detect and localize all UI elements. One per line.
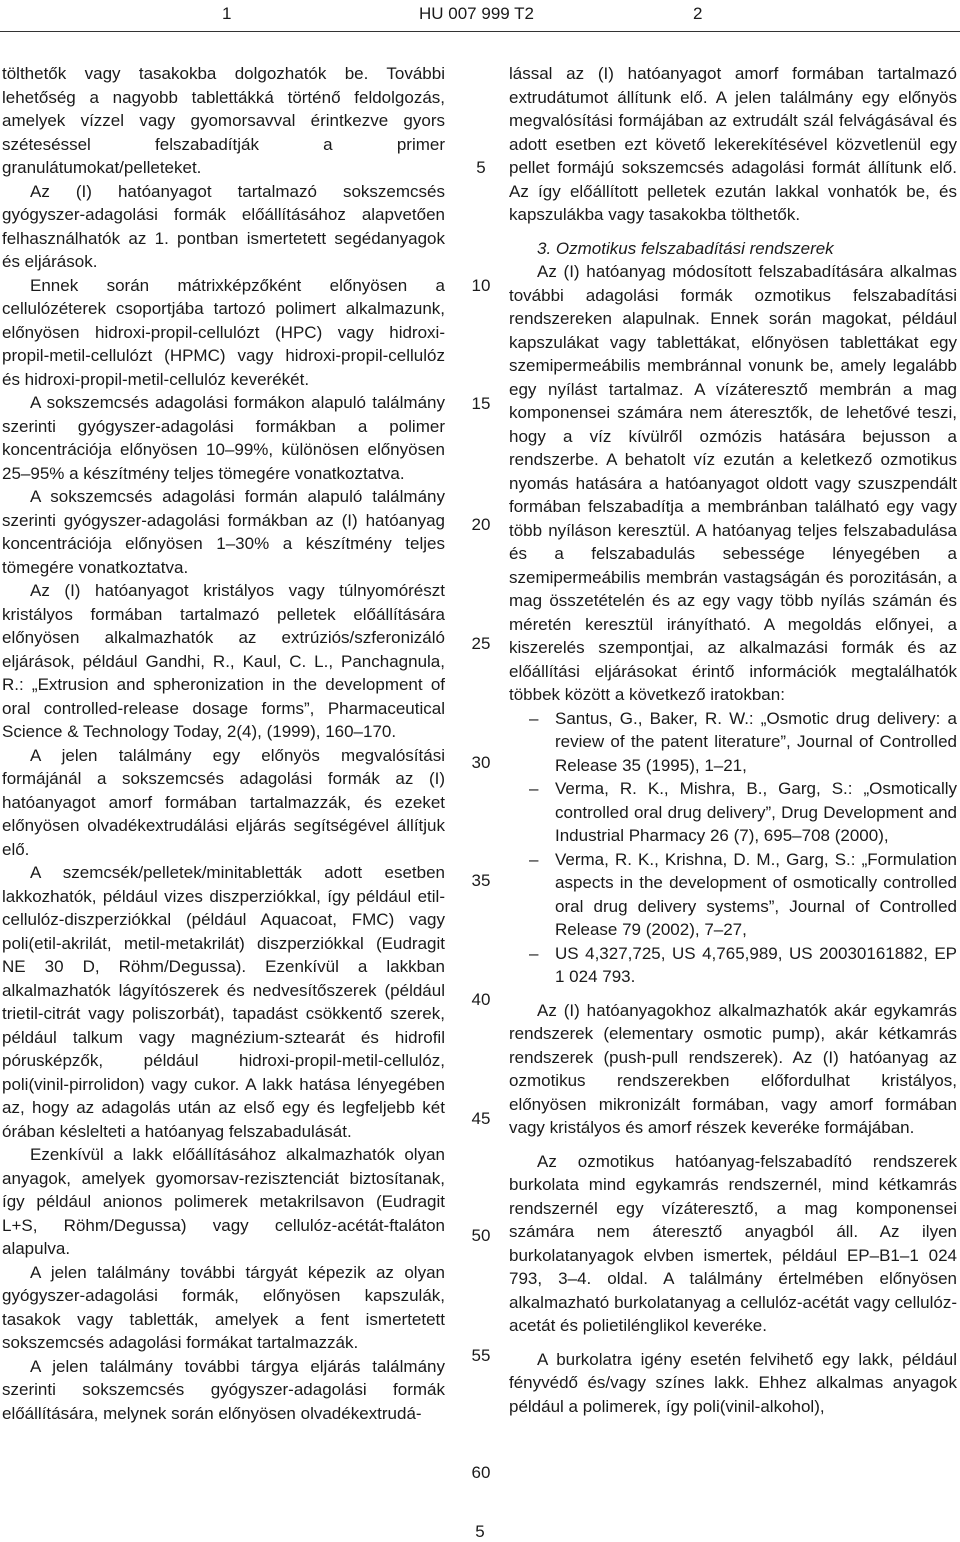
paragraph: Az (I) hatóanyagot kristályos vagy túlnyomórészt kristályos formában tartalmazó pelletek előállítására előnyösen alkalmazhatók az extrúziós/szferonizáló eljárások, például Gandhi, R., Kaul, C. L., Panchagnula, R.: „Extrusion and spheronization in the development of oral controlled-release dosage forms”, Pharmaceutical Science & Technology Today, 2(4), (1999), 160–170. [2, 581, 445, 741]
reference-item: – Verma, R. K., Krishna, D. M., Garg, S.: „Formulation aspects in the development of osmotically controlled oral drug delivery systems”, Journal of Controlled Release 79 (2002), 7–27, [509, 848, 957, 942]
line-number: 50 [471, 1226, 491, 1245]
paragraph: A jelen találmány egy előnyös megvalósítási formájánál a sokszemcsés adagolási formák az (I) hatóanyagot amorf formában tartalmazzák, és ezeket előnyösen olvadékextrudálási eljárás segítségével állítjuk elő. [2, 745, 445, 859]
line-number: 40 [471, 990, 491, 1009]
paragraph: Az (I) hatóanyagokhoz alkalmazhatók akár egykamrás rendszerek (elementary osmotic pump), akár kétkamrás rendszerek (push-pull rendszerek). Az (I) hatóanyag az ozmotikus rendszerekben előfordulhat kristályos, előnyösen mikronizált formában, vagy amorf formában vagy kristályos és amorf részek keveréke formájában. [509, 1000, 957, 1137]
paragraph: A jelen találmány további tárgyát képezik az olyan gyógyszer-adagolási formák, előnyösen kapszulák, tasakok vagy tabletták, amelyek a fent ismertetett sokszemcsés adagolási formákat tartalmazzák. [2, 1262, 445, 1352]
paragraph: Az (I) hatóanyag módosított felszabadítására alkalmas további adagolási formák ozmotikus felszabadítási rendszereken alapulnak. Ennek során magokat, például kapszulákat vagy tablettákat, előnyösen tablettákat egy szemipermeábilis membránnal vonunk be, amely legalább egy nyílást tartalmaz. A vízáteresztő membrán a mag komponensei számára nem áteresztők, de lehetővé teszi, hogy a víz kívülről ozmózis hatására bejusson a rendszerbe. A behatolt víz ezután a keletkező ozmotikus nyomás hatására a hatóanyagot oldott vagy szuszpendált formában felszabadítja a membránban található egy vagy több nyíláson keresztül. A hatóanyag teljes felszabadulása és a felszabadulás sebessége lényegében a szemipermeábilis membrán vastagságán és porozitásán, a mag összetételén és az egy vagy több nyílás számán és méretén keresztül irányítható. A megoldás előnyei, a kiszerelés szempontjai, az alkalmazási formák és az előállítási eljárásokat érintő információk megtalálhatók többek között a következő iratokban: [509, 262, 957, 704]
page-footer [0, 1522, 960, 1542]
line-number: 35 [471, 871, 491, 890]
line-number: 45 [471, 1109, 491, 1128]
section-heading: 3. Ozmotikus felszabadítási rendszerek [537, 238, 834, 258]
paragraph: tölthetők vagy tasakokba dolgozhatók be. További lehetőség a nagyobb tablettákká történő feldolgozás, amelyek vízzel vagy gyomorsavval érintkezve gyors széteséssel felszabadítják a primer granulátumokat/pelleteket. [2, 64, 445, 177]
line-number: 60 [471, 1463, 491, 1482]
reference-list [509, 707, 957, 989]
left-page-number: 1 [222, 4, 232, 23]
reference-item: – US 4,327,725, US 4,765,989, US 20030161882, EP 1 024 793. [509, 942, 957, 989]
reference-item: – Santus, G., Baker, R. W.: „Osmotic drug delivery: a review of the patent literature”, Journal of Controlled Release 35 (1995), 1–21, [509, 707, 957, 778]
left-column [2, 62, 445, 1425]
line-number: 30 [471, 753, 491, 772]
line-number: 20 [471, 515, 491, 534]
paragraph: A burkolatra igény esetén felvihető egy lakk, például fényvédő és/vagy színes lakk. Ehhez alkalmas anyagok például a polimerek, így poli(vinil-alkohol), [509, 1349, 957, 1416]
paragraph: Az (I) hatóanyagot tartalmazó sokszemcsés gyógyszer-adagolási formák előállításához alapvetően felhasználhatók az 1. pontban ismertetett segédanyagok és eljárások. [2, 181, 445, 271]
line-number: 55 [471, 1346, 491, 1365]
line-number: 25 [471, 634, 491, 653]
document-number: HU 007 999 T2 [419, 4, 534, 23]
page-header [0, 0, 960, 30]
paragraph: A sokszemcsés adagolási formákon alapuló találmány szerinti gyógyszer-adagolási formákban a polimer koncentrációja előnyösen 10–99%, különösen előnyösen 25–95% a készítmény teljes tömegére vonatkoztatva. [2, 393, 445, 483]
paragraph: A szemcsék/pelletek/minitabletták adott esetben lakkozhatók, például vizes diszperziókkal, így például etil-cellulóz-diszperziókkal (például Aquacoat, FMC) vagy poli(etil-akrilát, metil-metakrilát) diszperziókkal (Eudragit NE 30 D, Röhm/Degussa). Ezenkívül a lakkban alkalmazhatók lágyítószerek és nedvesítőszerek (például trietil-citrát vagy poliszorbát), tapadást csökkentő szerek, például talkum vagy magnézium-sztearát és hidrofil pórusképzők, például hidroxi-propil-metil-cellulóz, poli(vinil-pirrolidon) vagy cukor. A lakk hatása lényegében az, hogy az adagolás után az első egy és legfeljebb két órában késlelteti a hatóanyag felszabadulását. [2, 863, 445, 1141]
right-page-number: 2 [693, 4, 703, 23]
paragraph: Ezenkívül a lakk előállításához alkalmazhatók olyan anyagok, amelyek gyomorsav-rezisztenciát biztosítanak, így például anionos polimerek metakrilsavon (Eudragit L+S, Röhm/Degussa) vagy cellulóz-acétát-ftaláton alapulva. [2, 1145, 445, 1258]
header-rule [0, 31, 960, 32]
paragraph: Ennek során mátrixképzőként előnyösen a cellulózéterek csoportjába tartozó polimert alkalmazunk, előnyösen hidroxi-propil-cellulózt (HPC) vagy hidroxi-propil-metil-cellulózt (HPMC) vagy hidroxi-propil-cellulóz és hidroxi-propil-metil-cellulóz keverékét. [2, 275, 445, 389]
page-number: 5 [475, 1522, 485, 1541]
line-number: 10 [471, 276, 491, 295]
paragraph: A sokszemcsés adagolási formán alapuló találmány szerinti gyógyszer-adagolási formákban az (I) hatóanyag koncentrációja előnyösen 1–30% a készítmény teljes tömegére vonatkoztatva. [2, 487, 445, 577]
reference-item: – Verma, R. K., Mishra, B., Garg, S.: „Osmotically controlled oral drug delivery”, Drug Development and Industrial Pharmacy 26 (7), 695–708 (2000), [509, 777, 957, 848]
paragraph: Az ozmotikus hatóanyag-felszabadító rendszerek burkolata mind egykamrás rendszernél, mind kétkamrás rendszernél egy vízáteresztő, a mag komponensei számára nem áteresztő anyagból áll. Az ilyen burkolatanyagok elvben ismertek, például EP–B1–1 024 793, 3–4. oldal. A találmány értelmében előnyösen alkalmazható burkolatanyag a cellulóz-acétát vagy cellulóz-acetát és polietilénglikol keveréke. [509, 1151, 957, 1335]
paragraph: lással az (I) hatóanyagot amorf formában tartalmazó extrudátumot állítunk elő. A jelen találmány egy előnyös megvalósítási formájában az extrudált szál felvágásával és adott esetben ezt követő lekerekítésével közvetlenül egy pellet formájú sokszemcsés adagolási formát állítunk elő. Az így előállított pelletek ezután lakkal vonhatók be, és kapszulákba vagy tasakokba tölthetők. [509, 64, 957, 224]
line-number: 5 [476, 158, 486, 177]
paragraph: A jelen találmány további tárgya eljárás találmány szerinti sokszemcsés gyógyszer-adagolási formák előállítására, melynek során előnyösen olvadékextrudá- [2, 1356, 445, 1423]
line-number: 15 [471, 394, 491, 413]
right-column [509, 62, 957, 1418]
